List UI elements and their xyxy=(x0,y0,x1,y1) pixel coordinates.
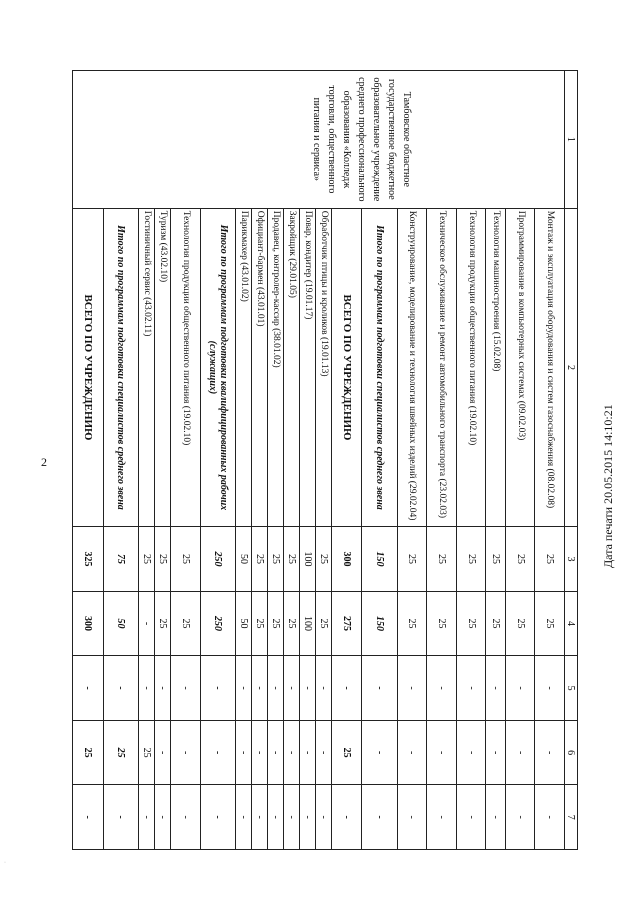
table-body xyxy=(73,71,565,850)
program-name: Гостиничный сервис (43.02.11) xyxy=(139,208,155,526)
cell-c4: 50 xyxy=(235,591,251,656)
column-header: 3 xyxy=(565,527,578,592)
subtotal-label: Итого по программам подготовки специалистов среднего звена xyxy=(103,208,138,526)
cell-c3: 25 xyxy=(139,527,155,592)
program-name: Официант-бармен (43.01.01) xyxy=(251,208,267,526)
cell-c7: - xyxy=(251,785,267,850)
cell-c5: - xyxy=(139,656,155,721)
cell-c3: 25 xyxy=(535,527,565,592)
cell-c3: 25 xyxy=(283,527,299,592)
cell-c5: - xyxy=(486,656,505,721)
cell-c4: - xyxy=(139,591,155,656)
cell-c5: - xyxy=(235,656,251,721)
cell-c6: - xyxy=(155,720,171,785)
cell-c5: - xyxy=(456,656,486,721)
print-date: Дата печати 20.05.2015 14:10:21 xyxy=(601,404,615,568)
cell-c4: 100 xyxy=(299,591,315,656)
institution-name: Тамбовское областное государственное бюджетное образовательное учреждение среднего профессионального образования «Колледж торговли, общественного питания и сервиса» xyxy=(73,71,565,209)
cell-c5: - xyxy=(397,656,427,721)
cell-c7: - xyxy=(486,785,505,850)
column-header: 7 xyxy=(565,785,578,850)
cell-c4: 275 xyxy=(331,591,362,656)
enrollment-table xyxy=(72,70,578,850)
cell-c7: - xyxy=(505,785,535,850)
cell-c3: 50 xyxy=(235,527,251,592)
program-name: Парикмахер (43.01.02) xyxy=(235,208,251,526)
program-name: Техническое обслуживание и ремонт автомобильного транспорта (23.02.03) xyxy=(427,208,457,526)
cell-c6: - xyxy=(397,720,427,785)
cell-c7: - xyxy=(200,785,235,850)
cell-c4: 25 xyxy=(535,591,565,656)
subtotal-label: Итого по программам подготовки специалистов среднего звена xyxy=(362,208,397,526)
cell-c6: - xyxy=(456,720,486,785)
cell-c4: 25 xyxy=(171,591,201,656)
cell-c4: 25 xyxy=(251,591,267,656)
column-header: 5 xyxy=(565,656,578,721)
cell-c6: - xyxy=(200,720,235,785)
column-header: 1 xyxy=(565,71,578,209)
program-name: Туризм (43.02.10) xyxy=(155,208,171,526)
cell-c5: - xyxy=(427,656,457,721)
cell-c7: - xyxy=(315,785,331,850)
cell-c5: - xyxy=(362,656,397,721)
column-header: 4 xyxy=(565,591,578,656)
cell-c3: 25 xyxy=(505,527,535,592)
cell-c5: - xyxy=(505,656,535,721)
cell-c3: 25 xyxy=(171,527,201,592)
cell-c6: - xyxy=(535,720,565,785)
cell-c7: - xyxy=(331,785,362,850)
cell-c4: 25 xyxy=(267,591,283,656)
total-label: ВСЕГО ПО УЧРЕЖДЕНИЮ xyxy=(73,208,104,526)
program-name: Закройщик (29.01.05) xyxy=(283,208,299,526)
scan-dot-mark: · xyxy=(4,860,6,866)
cell-c7: - xyxy=(155,785,171,850)
cell-c7: - xyxy=(235,785,251,850)
cell-c4: 50 xyxy=(103,591,138,656)
cell-c6: - xyxy=(267,720,283,785)
cell-c4: 25 xyxy=(397,591,427,656)
cell-c7: - xyxy=(456,785,486,850)
cell-c3: 75 xyxy=(103,527,138,592)
cell-c6: - xyxy=(362,720,397,785)
cell-c6: 25 xyxy=(139,720,155,785)
cell-c3: 150 xyxy=(362,527,397,592)
cell-c5: - xyxy=(331,656,362,721)
cell-c5: - xyxy=(200,656,235,721)
cell-c7: - xyxy=(299,785,315,850)
program-name: Монтаж и эксплуатация оборудования и систем газоснабжения (08.02.08) xyxy=(535,208,565,526)
cell-c6: - xyxy=(315,720,331,785)
cell-c6: - xyxy=(505,720,535,785)
cell-c4: 25 xyxy=(427,591,457,656)
cell-c5: - xyxy=(315,656,331,721)
cell-c3: 25 xyxy=(486,527,505,592)
cell-c5: - xyxy=(283,656,299,721)
cell-c5: - xyxy=(73,656,104,721)
cell-c5: - xyxy=(171,656,201,721)
cell-c4: 25 xyxy=(486,591,505,656)
cell-c5: - xyxy=(267,656,283,721)
column-header: 6 xyxy=(565,720,578,785)
cell-c4: 25 xyxy=(315,591,331,656)
cell-c6: - xyxy=(283,720,299,785)
program-name: Обработчик птицы и кроликов (19.01.13) xyxy=(315,208,331,526)
cell-c6: 25 xyxy=(103,720,138,785)
cell-c7: - xyxy=(73,785,104,850)
page-number: 2 xyxy=(41,455,47,469)
program-name: Технология продукции общественного питания (19.02.10) xyxy=(171,208,201,526)
cell-c7: - xyxy=(103,785,138,850)
cell-c7: - xyxy=(362,785,397,850)
cell-c4: 25 xyxy=(505,591,535,656)
column-number-row xyxy=(565,71,578,850)
cell-c4: 25 xyxy=(283,591,299,656)
cell-c6: - xyxy=(235,720,251,785)
subtotal-label: Итого по программам подготовки квалифицированных рабочих (служащих) xyxy=(200,208,235,526)
cell-c5: - xyxy=(155,656,171,721)
enrollment-table-frame xyxy=(72,70,578,850)
program-name: Повар, кондитер (19.01.17) xyxy=(299,208,315,526)
cell-c4: 150 xyxy=(362,591,397,656)
cell-c4: 250 xyxy=(200,591,235,656)
program-name: Технология машиностроения (15.02.08) xyxy=(486,208,505,526)
cell-c6: - xyxy=(171,720,201,785)
program-name: Программирование в компьютерных системах (09.02.03) xyxy=(505,208,535,526)
table-row xyxy=(535,71,565,850)
cell-c3: 25 xyxy=(267,527,283,592)
cell-c6: 25 xyxy=(73,720,104,785)
cell-c3: 325 xyxy=(73,527,104,592)
cell-c3: 25 xyxy=(315,527,331,592)
cell-c6: - xyxy=(486,720,505,785)
cell-c6: - xyxy=(299,720,315,785)
cell-c7: - xyxy=(283,785,299,850)
program-name: Технология продукции общественного питания (19.02.10) xyxy=(456,208,486,526)
cell-c3: 25 xyxy=(456,527,486,592)
total-label: ВСЕГО ПО УЧРЕЖДЕНИЮ xyxy=(331,208,362,526)
cell-c7: - xyxy=(535,785,565,850)
program-name: Конструирование, моделирование и технология швейных изделий (29.02.04) xyxy=(397,208,427,526)
cell-c4: 300 xyxy=(73,591,104,656)
cell-c3: 25 xyxy=(397,527,427,592)
cell-c3: 100 xyxy=(299,527,315,592)
cell-c6: - xyxy=(427,720,457,785)
cell-c4: 25 xyxy=(456,591,486,656)
cell-c7: - xyxy=(397,785,427,850)
cell-c5: - xyxy=(103,656,138,721)
cell-c3: 25 xyxy=(155,527,171,592)
cell-c5: - xyxy=(535,656,565,721)
cell-c3: 25 xyxy=(251,527,267,592)
column-header: 2 xyxy=(565,208,578,526)
cell-c3: 250 xyxy=(200,527,235,592)
cell-c6: 25 xyxy=(331,720,362,785)
cell-c7: - xyxy=(171,785,201,850)
cell-c3: 25 xyxy=(427,527,457,592)
cell-c3: 300 xyxy=(331,527,362,592)
cell-c7: - xyxy=(267,785,283,850)
cell-c7: - xyxy=(427,785,457,850)
cell-c4: 25 xyxy=(155,591,171,656)
cell-c7: - xyxy=(139,785,155,850)
cell-c6: - xyxy=(251,720,267,785)
cell-c5: - xyxy=(299,656,315,721)
cell-c5: - xyxy=(251,656,267,721)
program-name: Продавец, контролер-кассир (38.01.02) xyxy=(267,208,283,526)
